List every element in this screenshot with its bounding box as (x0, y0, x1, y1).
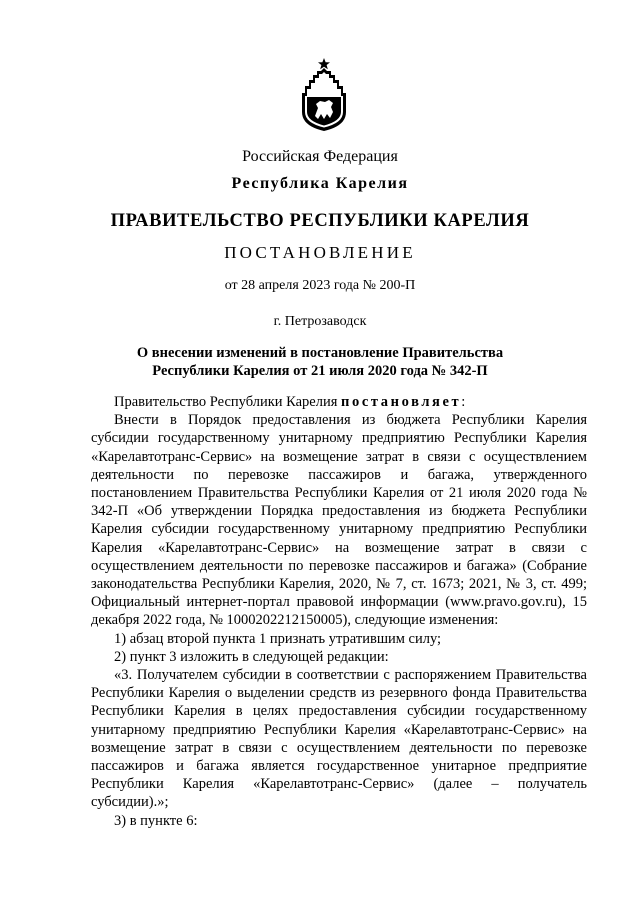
intro-suffix: : (461, 394, 466, 410)
document-title (0, 344, 640, 380)
title-line-2: Республики Карелия от 21 июля 2020 года № 342-П (152, 363, 488, 379)
intro-prefix: Правительство Республики Карелия (114, 394, 342, 410)
title-line-1: О внесении изменений в постановление Правительства (136, 345, 504, 361)
republic-name: Республика Карелия (231, 175, 409, 192)
document-body (91, 393, 587, 830)
intro-paragraph (91, 393, 587, 411)
quoted-paragraph: «3. Получателем субсидии в соответствии с распоряжением Правительства Республики Карелия о выделении средств из резервного фонда Правительства Республики Карелия в целях предоставления субсидии государственному унитарному предприятию Республики Карелия «Карелавтотранс-Сервис» на возмещение затрат в связи с осуществлением деятельности по перевозке пассажиров и багажа является государственное унитарное предприятие Республики Карелия «Карелавтотранс-Сервис» (далее – получатель субсидии).»; (91, 667, 587, 811)
list-item-1: 1) абзац второй пункта 1 признать утратившим силу; (114, 630, 442, 647)
list-item-3: 3) в пункте 6: (114, 812, 198, 829)
karelia-coat-of-arms-icon (298, 56, 350, 132)
main-paragraph: Внести в Порядок предоставления из бюджета Республики Карелия субсидии государственному унитарному предприятию Республики Карелия «Карелавтотранс-Сервис» на возмещение затрат в связи с осуществлением деятельности по перевозке пассажиров и багажа, утвержденного постановлением Правительства Республики Карелия от 21 июля 2020 года № 342-П «Об утверждении Порядка предоставления из бюджета Республики Карелия субсидии государственному унитарному предприятию Республики Карелия «Карелавтотранс-Сервис» на возмещение затрат в связи с осуществлением деятельности по перевозке пассажиров и багажа» (Собрание законодательства Республики Карелия, 2020, № 7, ст. 1673; 2021, № 3, ст. 499; Официальный интернет-портал правовой информации (www.pravo.gov.ru), 15 декабря 2022 года, № 1000202212150005), следующие изменения: (91, 412, 587, 629)
document-type: ПОСТАНОВЛЕНИЕ (224, 243, 416, 262)
list-item-2: 2) пункт 3 изложить в следующей редакции: (114, 648, 389, 665)
document-city: г. Петрозаводск (273, 314, 367, 329)
authority-name: ПРАВИТЕЛЬСТВО РЕСПУБЛИКИ КАРЕЛИЯ (110, 211, 530, 231)
document-date-number: от 28 апреля 2023 года № 200-П (224, 278, 416, 293)
country-name: Российская Федерация (242, 148, 398, 165)
decree-word: постановляет (341, 394, 462, 410)
